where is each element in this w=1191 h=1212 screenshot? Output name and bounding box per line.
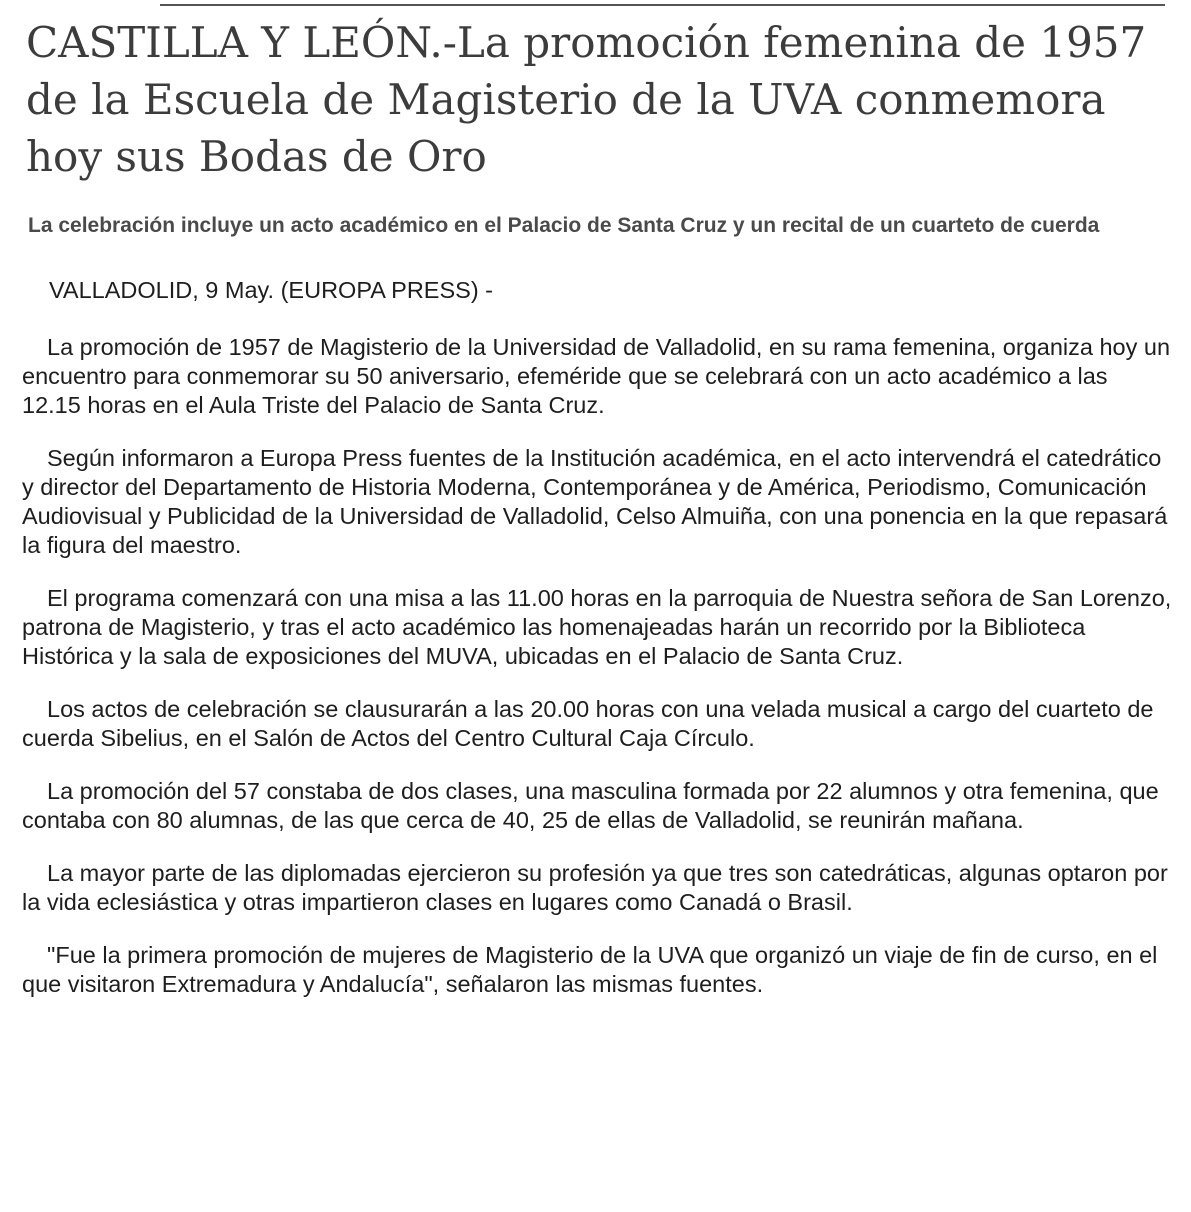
news-article: [22, 14, 1172, 999]
article-paragraph: La promoción de 1957 de Magisterio de la Universidad de Valladolid, en su rama femenina, organiza hoy un encuentro para conmemorar su 50 aniversario, efeméride que se celebrará con un acto académico a las 12.15 horas en el Aula Triste del Palacio de Santa Cruz.: [22, 334, 1171, 418]
article-paragraph: La mayor parte de las diplomadas ejercieron su profesión ya que tres son catedráticas, algunas optaron por la vida eclesiástica y otras impartieron clases en lugares como Canadá o Brasil.: [22, 860, 1168, 915]
article-paragraph: El programa comenzará con una misa a las 11.00 horas en la parroquia de Nuestra señora de San Lorenzo, patrona de Magisterio, y tras el acto académico las homenajeadas harán un recorrido por la Biblioteca Histórica y la sala de exposiciones del MUVA, ubicadas en el Palacio de Santa Cruz.: [22, 585, 1172, 669]
article-body: [22, 333, 1172, 999]
article-paragraph: La promoción del 57 constaba de dos clases, una masculina formada por 22 alumnos y otra femenina, que contaba con 80 alumnas, de las que cerca de 40, 25 de ellas de Valladolid, se reunirán mañana.: [22, 778, 1159, 833]
article-dateline: VALLADOLID, 9 May. (EUROPA PRESS) -: [49, 277, 494, 303]
article-paragraph: Los actos de celebración se clausurarán a las 20.00 horas con una velada musical a cargo del cuarteto de cuerda Sibelius, en el Salón de Actos del Centro Cultural Caja Círculo.: [22, 696, 1154, 751]
top-rule: [160, 4, 1165, 6]
article-subtitle: La celebración incluye un acto académico en el Palacio de Santa Cruz y un recital de un cuarteto de cuerda: [28, 214, 1100, 237]
article-headline: CASTILLA Y LEÓN.-La promoción femenina de 1957 de la Escuela de Magisterio de la UVA conmemora hoy sus Bodas de Oro: [26, 18, 1147, 181]
article-paragraph: "Fue la primera promoción de mujeres de Magisterio de la UVA que organizó un viaje de fin de curso, en el que visitaron Extremadura y Andalucía", señalaron las mismas fuentes.: [22, 942, 1158, 997]
article-paragraph: Según informaron a Europa Press fuentes de la Institución académica, en el acto intervendrá el catedrático y director del Departamento de Historia Moderna, Contemporánea y de América, Periodismo, Comunicación Audiovisual y Publicidad de la Universidad de Valladolid, Celso Almuiña, con una ponencia en la que repasará la figura del maestro.: [22, 445, 1168, 558]
